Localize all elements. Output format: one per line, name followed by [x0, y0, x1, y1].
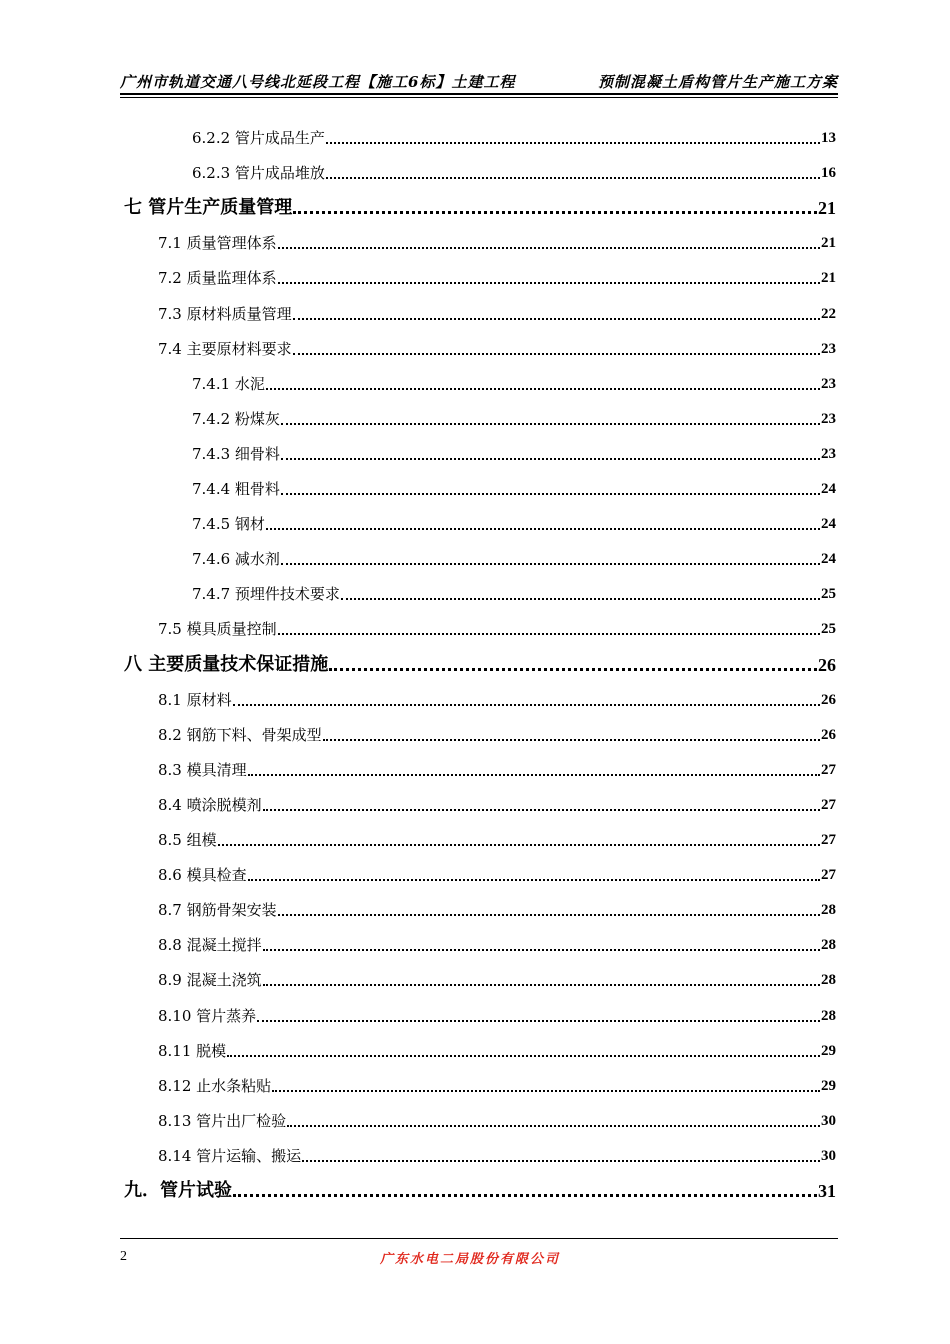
toc-entry-title: 8.4 喷涂脱模剂 — [158, 795, 262, 814]
toc-entry[interactable] — [192, 409, 836, 429]
toc-entry-title: 8.11 脱模 — [158, 1041, 227, 1060]
toc-leader-dots — [263, 982, 820, 986]
toc-entry-title: 6.2.2 管片成品生产 — [192, 129, 325, 147]
toc-entry-title: 8.10 管片蒸养 — [158, 1006, 257, 1025]
toc-entry-page-number: 23 — [821, 340, 836, 357]
toc-entry-title: 8.8 混凝土搅拌 — [158, 936, 262, 955]
toc-entry-page-number: 28 — [821, 937, 836, 954]
toc-entry-page-number: 26 — [818, 654, 836, 675]
toc-entry-title: 6.2.3 管片成品堆放 — [192, 164, 325, 183]
toc-leader-dots — [278, 245, 820, 249]
toc-entry-title: 7.4.3 细骨料 — [192, 444, 280, 463]
toc-entry-page-number: 25 — [821, 586, 836, 603]
toc-entry-title: 7.4.6 减水剂 — [192, 550, 280, 569]
toc-leader-dots — [287, 1123, 820, 1127]
toc-leader-dots — [278, 631, 820, 635]
toc-entry-page-number: 29 — [821, 1077, 836, 1094]
toc-entry-title: 7.4.4 粗骨料 — [192, 480, 280, 498]
toc-leader-dots — [266, 526, 820, 530]
toc-entry[interactable] — [124, 1181, 836, 1201]
toc-entry[interactable] — [158, 233, 836, 253]
toc-entry[interactable] — [158, 1041, 836, 1061]
toc-entry[interactable] — [158, 619, 836, 639]
toc-leader-dots — [218, 842, 820, 846]
toc-entry-page-number: 21 — [818, 198, 836, 219]
toc-entry-title: 7.1 质量管理体系 — [158, 234, 277, 253]
toc-entry-page-number: 13 — [821, 130, 836, 146]
toc-entry[interactable] — [192, 163, 836, 183]
toc-entry-title: 7.4.1 水泥 — [192, 374, 265, 393]
toc-entry-page-number: 23 — [821, 445, 836, 462]
toc-entry[interactable] — [158, 1111, 836, 1131]
toc-entry[interactable] — [158, 725, 836, 745]
toc-entry-page-number: 26 — [821, 691, 836, 708]
toc-entry-title: 八 主要质量技术保证措施 — [124, 653, 329, 675]
toc-entry-title: 8.3 模具清理 — [158, 760, 247, 779]
toc-entry-page-number: 23 — [821, 375, 836, 392]
toc-entry-title: 8.9 混凝土浇筑 — [158, 971, 262, 990]
toc-leader-dots — [341, 596, 820, 600]
toc-entry-page-number: 16 — [821, 165, 836, 182]
toc-leader-dots — [281, 456, 820, 460]
toc-entry[interactable] — [158, 795, 836, 815]
toc-entry-title: 七 管片生产质量管理 — [124, 197, 293, 219]
toc-leader-dots — [263, 807, 820, 811]
toc-entry[interactable] — [192, 128, 836, 148]
toc-entry-title: 8.12 止水条粘贴 — [158, 1076, 272, 1095]
toc-leader-dots — [293, 316, 820, 320]
toc-leader-dots — [293, 209, 817, 214]
toc-entry-page-number: 29 — [821, 1042, 836, 1059]
toc-entry[interactable] — [158, 970, 836, 990]
toc-entry[interactable] — [192, 514, 836, 534]
toc-entry-page-number: 21 — [821, 235, 836, 252]
toc-entry[interactable] — [192, 444, 836, 464]
toc-entry[interactable] — [158, 865, 836, 885]
toc-entry-title: 九．管片试验 — [124, 1180, 232, 1201]
toc-leader-dots — [278, 912, 820, 916]
toc-entry[interactable] — [158, 830, 836, 850]
toc-leader-dots — [266, 386, 820, 390]
toc-leader-dots — [233, 702, 820, 706]
header-project-title: 广州市轨道交通八号线北延段工程【施工6标】土建工程 — [120, 73, 516, 91]
toc-entry-page-number: 21 — [821, 270, 836, 287]
toc-entry-title: 8.6 模具检查 — [158, 866, 247, 885]
toc-leader-dots — [248, 772, 820, 776]
toc-leader-dots — [278, 280, 820, 284]
toc-entry[interactable] — [158, 935, 836, 955]
toc-entry-page-number: 28 — [821, 902, 836, 919]
toc-entry-page-number: 27 — [821, 761, 836, 778]
toc-entry[interactable] — [192, 549, 836, 569]
toc-entry-page-number: 27 — [821, 832, 836, 848]
toc-entry[interactable] — [192, 479, 836, 499]
toc-leader-dots — [272, 1088, 820, 1092]
toc-entry-page-number: 24 — [821, 551, 836, 568]
header-divider-thin — [120, 97, 838, 98]
footer-page-number: 2 — [120, 1249, 127, 1264]
toc-leader-dots — [329, 666, 817, 671]
toc-entry-page-number: 31 — [818, 1181, 836, 1201]
toc-entry-page-number: 27 — [821, 867, 836, 884]
toc-entry-page-number: 26 — [821, 726, 836, 743]
toc-entry-page-number: 28 — [821, 972, 836, 989]
toc-leader-dots — [233, 1192, 817, 1197]
toc-leader-dots — [326, 175, 820, 179]
header-divider — [120, 93, 838, 95]
toc-entry[interactable] — [158, 1076, 836, 1096]
toc-entry-title: 8.13 管片出厂检验 — [158, 1111, 287, 1130]
toc-leader-dots — [302, 1158, 820, 1162]
toc-entry-page-number: 22 — [821, 305, 836, 322]
toc-entry-title: 8.14 管片运输、搬运 — [158, 1146, 302, 1165]
toc-leader-dots — [281, 421, 820, 425]
toc-entry[interactable] — [124, 198, 836, 218]
toc-entry-title: 8.2 钢筋下料、骨架成型 — [158, 725, 322, 744]
toc-entry-page-number: 28 — [821, 1007, 836, 1024]
toc-leader-dots — [257, 1018, 820, 1022]
toc-entry[interactable] — [158, 339, 836, 359]
toc-entry-title: 7.4.5 钢材 — [192, 515, 265, 534]
toc-entry-title: 8.7 钢筋骨架安装 — [158, 901, 277, 920]
toc-leader-dots — [248, 877, 820, 881]
toc-leader-dots — [323, 737, 820, 741]
toc-entry[interactable] — [192, 374, 836, 394]
toc-leader-dots — [293, 351, 820, 355]
toc-leader-dots — [227, 1053, 820, 1057]
toc-entry[interactable] — [158, 690, 836, 710]
toc-entry[interactable] — [158, 760, 836, 780]
toc-entry-page-number: 25 — [821, 621, 836, 638]
toc-entry-page-number: 30 — [821, 1112, 836, 1129]
toc-entry[interactable] — [124, 655, 836, 675]
toc-entry-page-number: 27 — [821, 796, 836, 813]
toc-leader-dots — [326, 140, 820, 144]
toc-entry[interactable] — [158, 1146, 836, 1166]
toc-leader-dots — [281, 491, 820, 495]
toc-entry-page-number: 24 — [821, 481, 836, 497]
toc-entry[interactable] — [158, 304, 836, 324]
toc-entry[interactable] — [158, 268, 836, 288]
footer-divider — [120, 1238, 838, 1239]
toc-entry-title: 7.3 原材料质量管理 — [158, 304, 292, 323]
toc-entry[interactable] — [158, 1006, 836, 1026]
toc-entry-title: 8.1 原材料 — [158, 690, 232, 709]
toc-entry-title: 7.2 质量监理体系 — [158, 269, 277, 288]
toc-entry-page-number: 24 — [821, 516, 836, 533]
toc-leader-dots — [281, 561, 820, 565]
toc-entry-title: 7.4.7 预埋件技术要求 — [192, 585, 340, 604]
toc-leader-dots — [263, 947, 820, 951]
toc-entry-title: 7.5 模具质量控制 — [158, 620, 277, 639]
toc-entry[interactable] — [192, 584, 836, 604]
toc-entry-page-number: 30 — [821, 1147, 836, 1164]
page-header — [120, 66, 838, 92]
toc-entry-page-number: 23 — [821, 410, 836, 427]
toc-entry-title: 8.5 组模 — [158, 831, 217, 849]
footer-company-name: 广东水电二局股份有限公司 — [380, 1252, 561, 1267]
toc-entry[interactable] — [158, 900, 836, 920]
toc-entry-title: 7.4.2 粉煤灰 — [192, 409, 280, 428]
toc-entry-title: 7.4 主要原材料要求 — [158, 339, 292, 358]
header-document-title: 预制混凝土盾构管片生产施工方案 — [597, 73, 838, 91]
